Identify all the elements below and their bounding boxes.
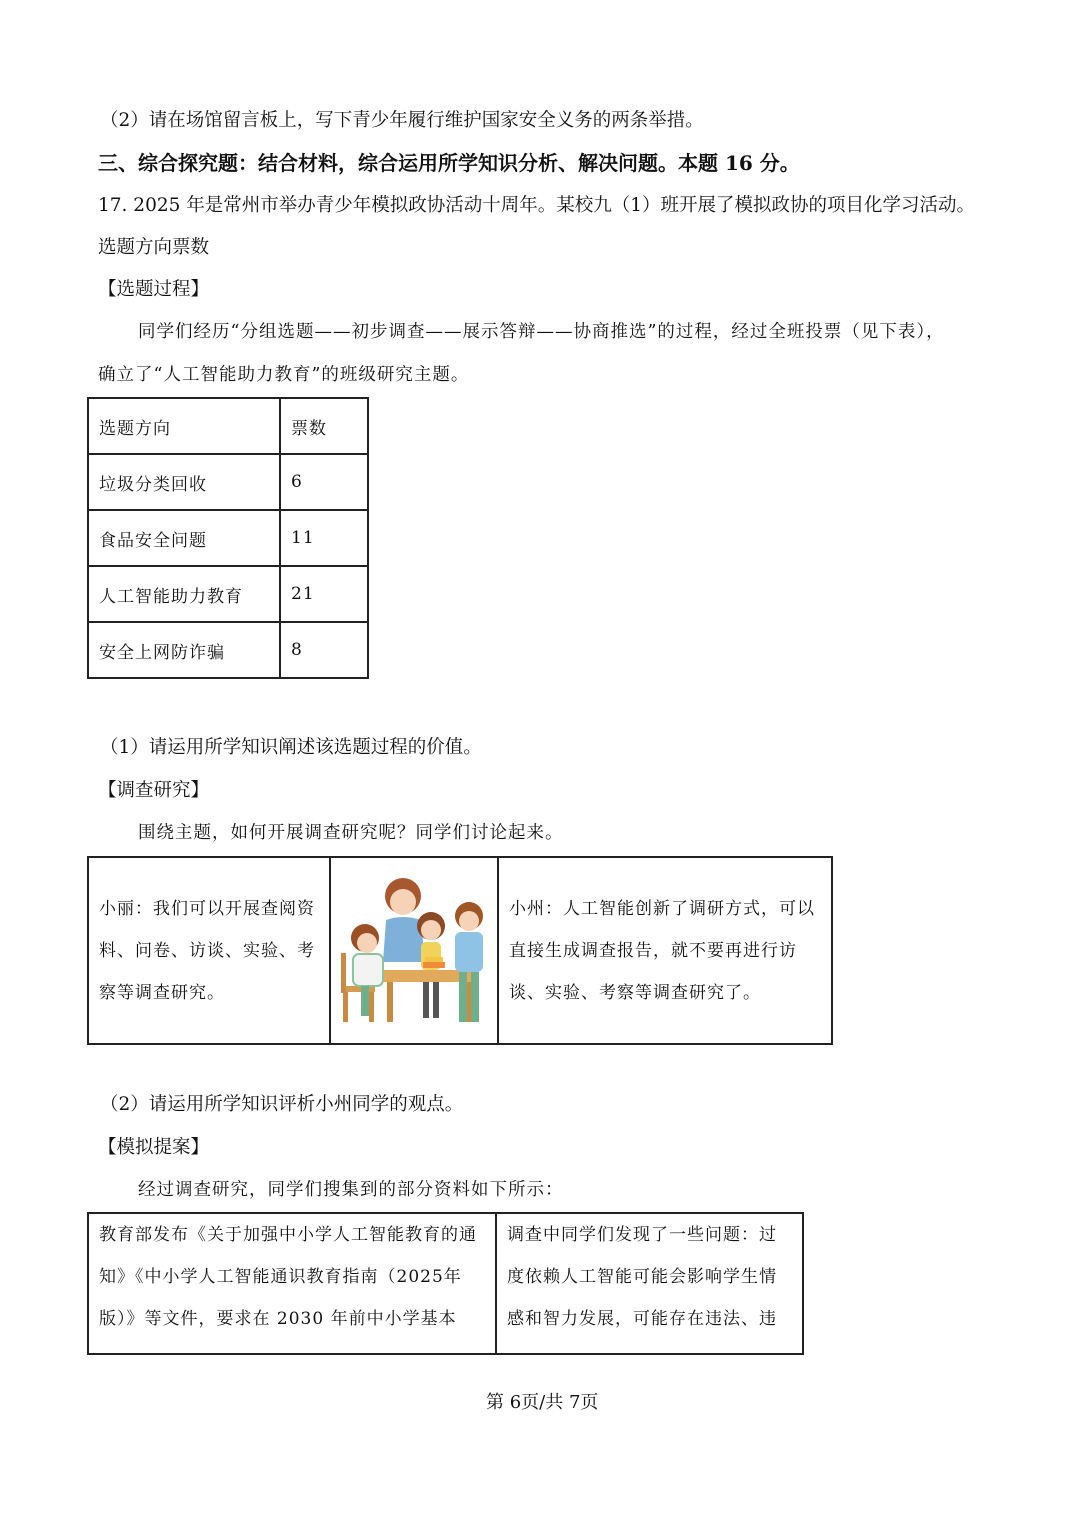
material-problems: [496, 1213, 803, 1354]
table-row: [88, 566, 368, 622]
selection-paragraph-line-2: 确立了“人工智能助力教育”的班级研究主题。: [98, 365, 470, 385]
question-17-2: （2）请运用所学知识评析小州同学的观点。: [100, 1094, 464, 1115]
policy-text: 教育部发布《关于加强中小学人工智能教育的通知》《中小学人工智能通识教育指南（2025年版）》等文件，要求在 2030 年前中小学基本: [99, 1225, 477, 1329]
question-2-previous: （2）请在场馆留言板上，写下青少年履行维护国家安全义务的两条举措。: [100, 110, 704, 131]
table-row: [88, 510, 368, 566]
vote-header-count: 票数: [280, 398, 368, 454]
vote-count: 6: [280, 454, 368, 510]
research-paragraph: 围绕主题，如何开展调查研究呢？同学们讨论起来。: [138, 823, 564, 843]
vote-table-header: [88, 398, 368, 454]
materials-table: [87, 1212, 804, 1355]
page-footer: 第 6页/共 7页: [486, 1392, 599, 1413]
vote-topic: 人工智能助力教育: [88, 566, 280, 622]
discussion-xiaoli: [88, 857, 330, 1044]
problems-text: 调查中同学们发现了一些问题：过度依赖人工智能可能会影响学生情感和智力发展，可能存在违法、违: [507, 1225, 777, 1329]
vote-topic: 安全上网防诈骗: [88, 622, 280, 678]
heading-mock-proposal: 【模拟提案】: [98, 1137, 210, 1158]
xiaoli-statement: 小丽：我们可以开展查阅资料、问卷、访谈、实验、考察等调查研究。: [99, 898, 315, 1003]
vote-topic: 食品安全问题: [88, 510, 280, 566]
vote-count: 11: [280, 510, 368, 566]
vote-count: 8: [280, 622, 368, 678]
heading-investigation: 【调查研究】: [98, 780, 210, 801]
section-3-title: 三、综合探究题：结合材料，综合运用所学知识分析、解决问题。本题 16 分。: [98, 151, 800, 175]
stray-caption: 选题方向票数: [98, 237, 210, 258]
illustration-cell: [330, 857, 498, 1044]
vote-header-direction: 选题方向: [88, 398, 280, 454]
question-17-1: （1）请运用所学知识阐述该选题过程的价值。: [100, 737, 482, 758]
question-17-intro: 17. 2025 年是常州市举办青少年模拟政协活动十周年。某校九（1）班开展了模拟政协的项目化学习活动。: [98, 195, 976, 216]
students-discussion-illustration: [331, 858, 497, 1038]
table-row: [88, 622, 368, 678]
discussion-xiaozhou: [498, 857, 832, 1044]
xiaozhou-statement: 小州：人工智能创新了调研方式，可以直接生成调查报告，就不要再进行访谈、实验、考察等调查研究了。: [509, 898, 815, 1003]
selection-paragraph-line-1: 同学们经历“分组选题——初步调查——展示答辩——协商推选”的过程，经过全班投票（见下表），: [138, 322, 945, 342]
material-policy: [88, 1213, 496, 1354]
proposal-paragraph: 经过调查研究，同学们搜集到的部分资料如下所示：: [138, 1180, 564, 1200]
discussion-table: [87, 856, 833, 1045]
vote-table: [87, 397, 369, 679]
vote-topic: 垃圾分类回收: [88, 454, 280, 510]
heading-selection-process: 【选题过程】: [98, 279, 210, 300]
vote-count: 21: [280, 566, 368, 622]
table-row: [88, 454, 368, 510]
